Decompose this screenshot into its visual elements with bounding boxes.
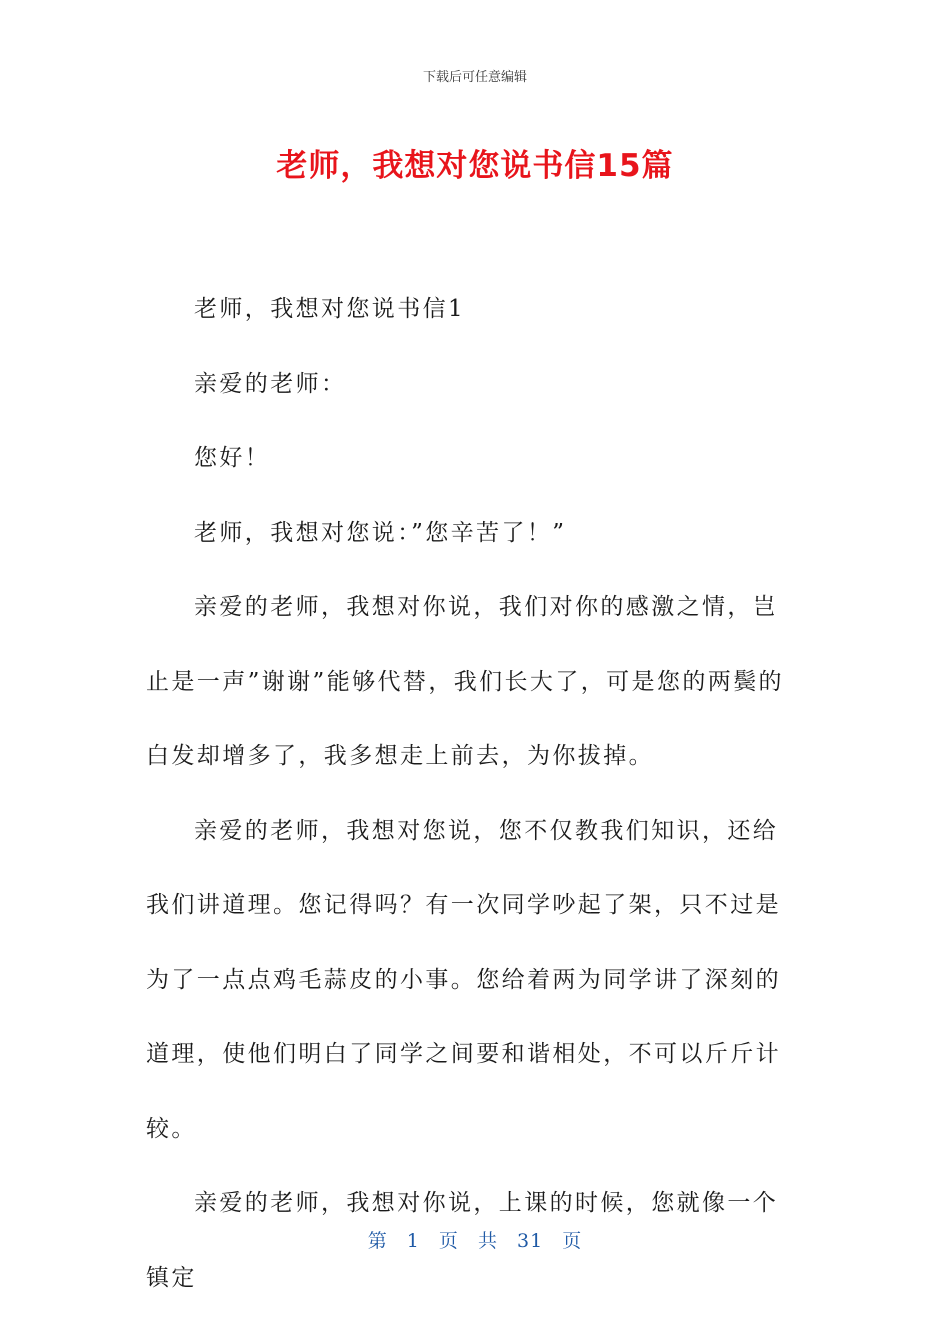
- footer-prefix: 第: [367, 1230, 388, 1252]
- document-title: 老师，我想对您说书信15篇: [276, 148, 674, 184]
- paragraph: 亲爱的老师，我想对您说，您不仅教我们知识，还给我们讲道理。您记得吗？有一次同学吵起了架，只不过是为了一点点鸡毛蒜皮的小事。您给着两为同学讲了深刻的道理，使他们明白了同学之间要和谐相处，不可以斤斤计较。: [146, 817, 781, 1142]
- paragraph: 您好！: [194, 445, 271, 471]
- paragraph: 亲爱的老师，我想对你说，上课的时候，您就像一个镇定: [146, 1190, 779, 1291]
- page-number-footer: [0, 1226, 950, 1253]
- footer-page-word: 页: [438, 1230, 459, 1252]
- paragraph: 亲爱的老师：: [194, 370, 347, 397]
- paragraph: 亲爱的老师，我想对你说，我们对你的感激之情，岂止是一声”谢谢”能够代替，我们长大了，可是您的两鬓的白发却增多了，我多想走上前去，为你拔掉。: [146, 594, 784, 769]
- paragraph: 老师，我想对您说：”您辛苦了！”: [194, 519, 567, 546]
- document-body: [146, 272, 792, 1315]
- footer-suffix: 页: [562, 1230, 583, 1252]
- total-pages-number: 31: [517, 1230, 544, 1252]
- paragraph: 老师，我想对您说书信1: [194, 296, 466, 322]
- header-note: 下载后可任意编辑: [422, 70, 527, 85]
- current-page-number: 1: [406, 1230, 420, 1252]
- footer-total-word: 共: [477, 1230, 498, 1252]
